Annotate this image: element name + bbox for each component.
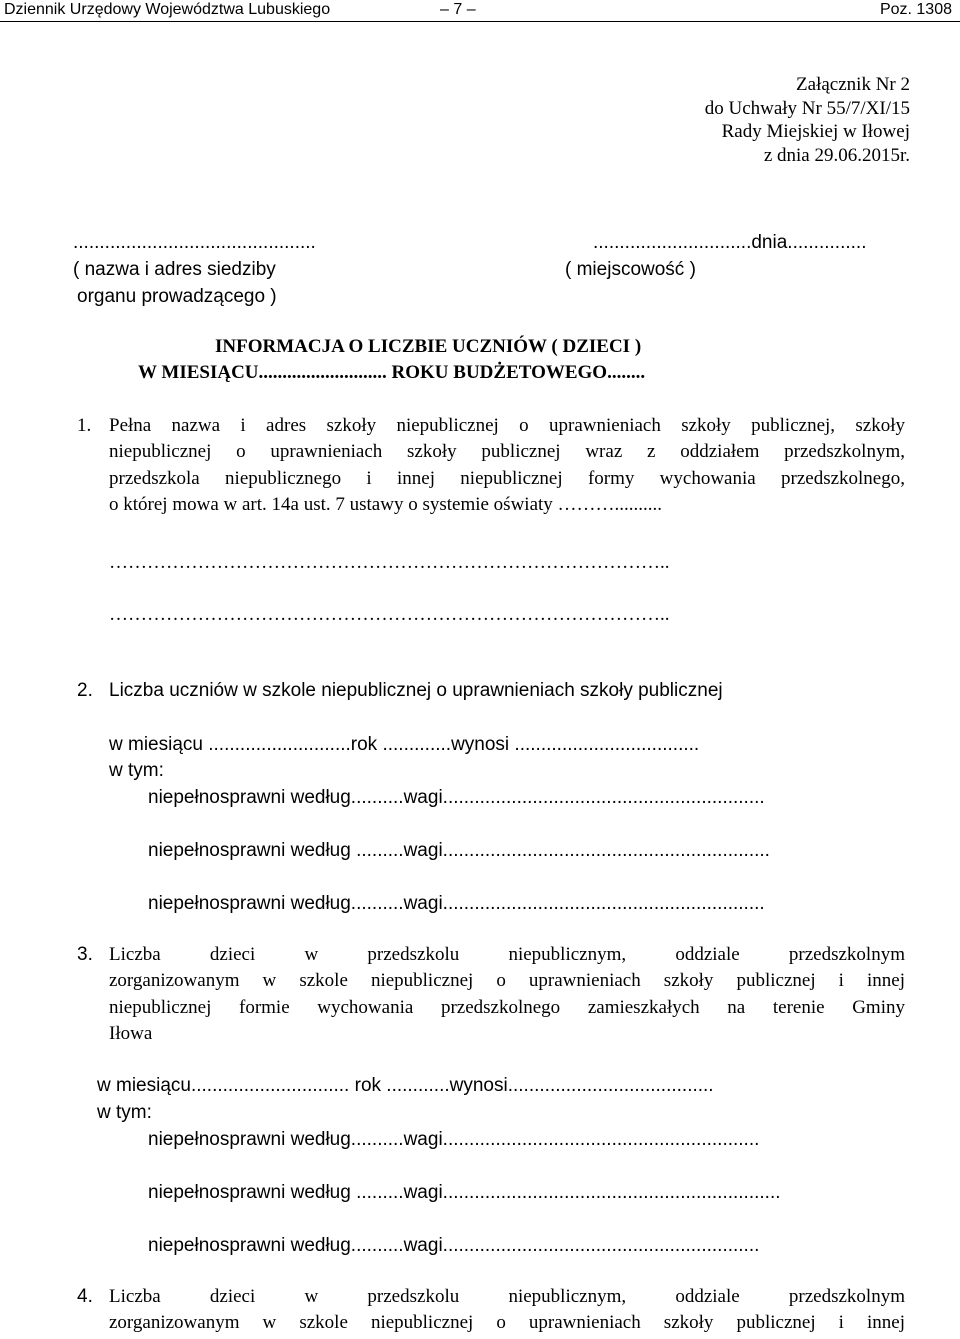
annex-line-4: z dnia 29.06.2015r. [763,144,910,166]
section-1-line: o której mowa w art. 14a ust. 7 ustawy o systemie oświaty ……….......... [109,493,663,515]
section-4-text [109,1286,905,1339]
section-4-line: Liczba dzieci w przedszkolu niepublicznym, oddziale przedszkolnym [109,1286,905,1307]
section-3-line: Liczba dzieci w przedszkolu niepublicznym, oddziale przedszkolnym [109,944,905,965]
section-4-line: zorganizowanym w szkole niepublicznej o uprawnieniach szkoły publicznej i innej [109,1312,905,1334]
section-3-item: niepełnosprawni według .........wagi................................................................ [148,1182,781,1203]
section-3-line: Iłowa [109,1022,153,1044]
section-3-number: 3. [77,944,93,965]
section-2-title: Liczba uczniów w szkole niepublicznej o uprawnieniach szkoły publicznej [109,680,723,701]
place-label: ( miejscowość ) [565,259,696,280]
section-1-line: Pełna nazwa i adres szkoły niepublicznej o uprawnieniach szkoły publicznej, szkoły [109,415,905,436]
section-2-number: 2. [77,680,93,701]
form-title-line-1: INFORMACJA O LICZBIE UCZNIÓW ( DZIECI ) [215,336,642,357]
section-2-in-that: w tym: [109,760,164,781]
section-2-item: niepełnosprawni według .........wagi.............................................................. [148,840,770,861]
organ-label-2: organu prowadzącego ) [77,286,277,307]
section-1-fill-line-2: …………………………………………………………………………….. [109,604,670,625]
section-1-fill-line-1: …………………………………………………………………………….. [109,552,670,573]
section-2-item: niepełnosprawni według..........wagi............................................................. [148,893,765,914]
section-2-item: niepełnosprawni według..........wagi............................................................. [148,787,765,808]
section-4-number: 4. [77,1286,93,1307]
section-3-item: niepełnosprawni według..........wagi............................................................ [148,1129,760,1150]
section-1-text [109,415,905,520]
section-3-text [109,944,905,1049]
section-3-item: niepełnosprawni według..........wagi............................................................ [148,1235,760,1256]
place-date-dots: ..............................dnia............... [593,232,867,253]
header-rule [0,21,960,22]
position-number: Poz. 1308 [879,1,952,18]
form-title-line-2: W MIESIĄCU........................... ROKU BUDŻETOWEGO........ [138,362,646,383]
section-3-month-line: w miesiącu.............................. rok ............wynosi....................................... [97,1075,714,1096]
section-1-number: 1. [77,415,92,436]
journal-name: Dziennik Urzędowy Województwa Lubuskiego [4,1,331,18]
annex-line-1: Załącznik Nr 2 [796,74,910,95]
organ-label-1: ( nazwa i adres siedziby [73,259,276,280]
section-3-line: niepublicznej formie wychowania przedszkolnego zamieszkałych na terenie Gminy [109,996,905,1018]
annex-line-3: Rady Miejskiej w Iłowej [721,121,910,142]
section-2-month-line: w miesiącu ...........................rok .............wynosi ................................... [109,734,700,755]
annex-block [705,73,910,167]
annex-line-2: do Uchwały Nr 55/7/XI/15 [704,97,910,119]
section-1-line: niepublicznej o uprawnieniach szkoły publicznej wraz z oddziałem przedszkolnym, [109,441,905,463]
section-3-line: zorganizowanym w szkole niepublicznej o uprawnieniach szkoły publicznej i innej [109,970,905,992]
section-1-line: przedszkola niepublicznego i innej niepublicznej formy wychowania przedszkolnego, [109,467,905,489]
section-3-in-that: w tym: [97,1102,152,1123]
organ-dots: .............................................. [73,232,316,253]
page-number: – 7 – [440,1,476,18]
